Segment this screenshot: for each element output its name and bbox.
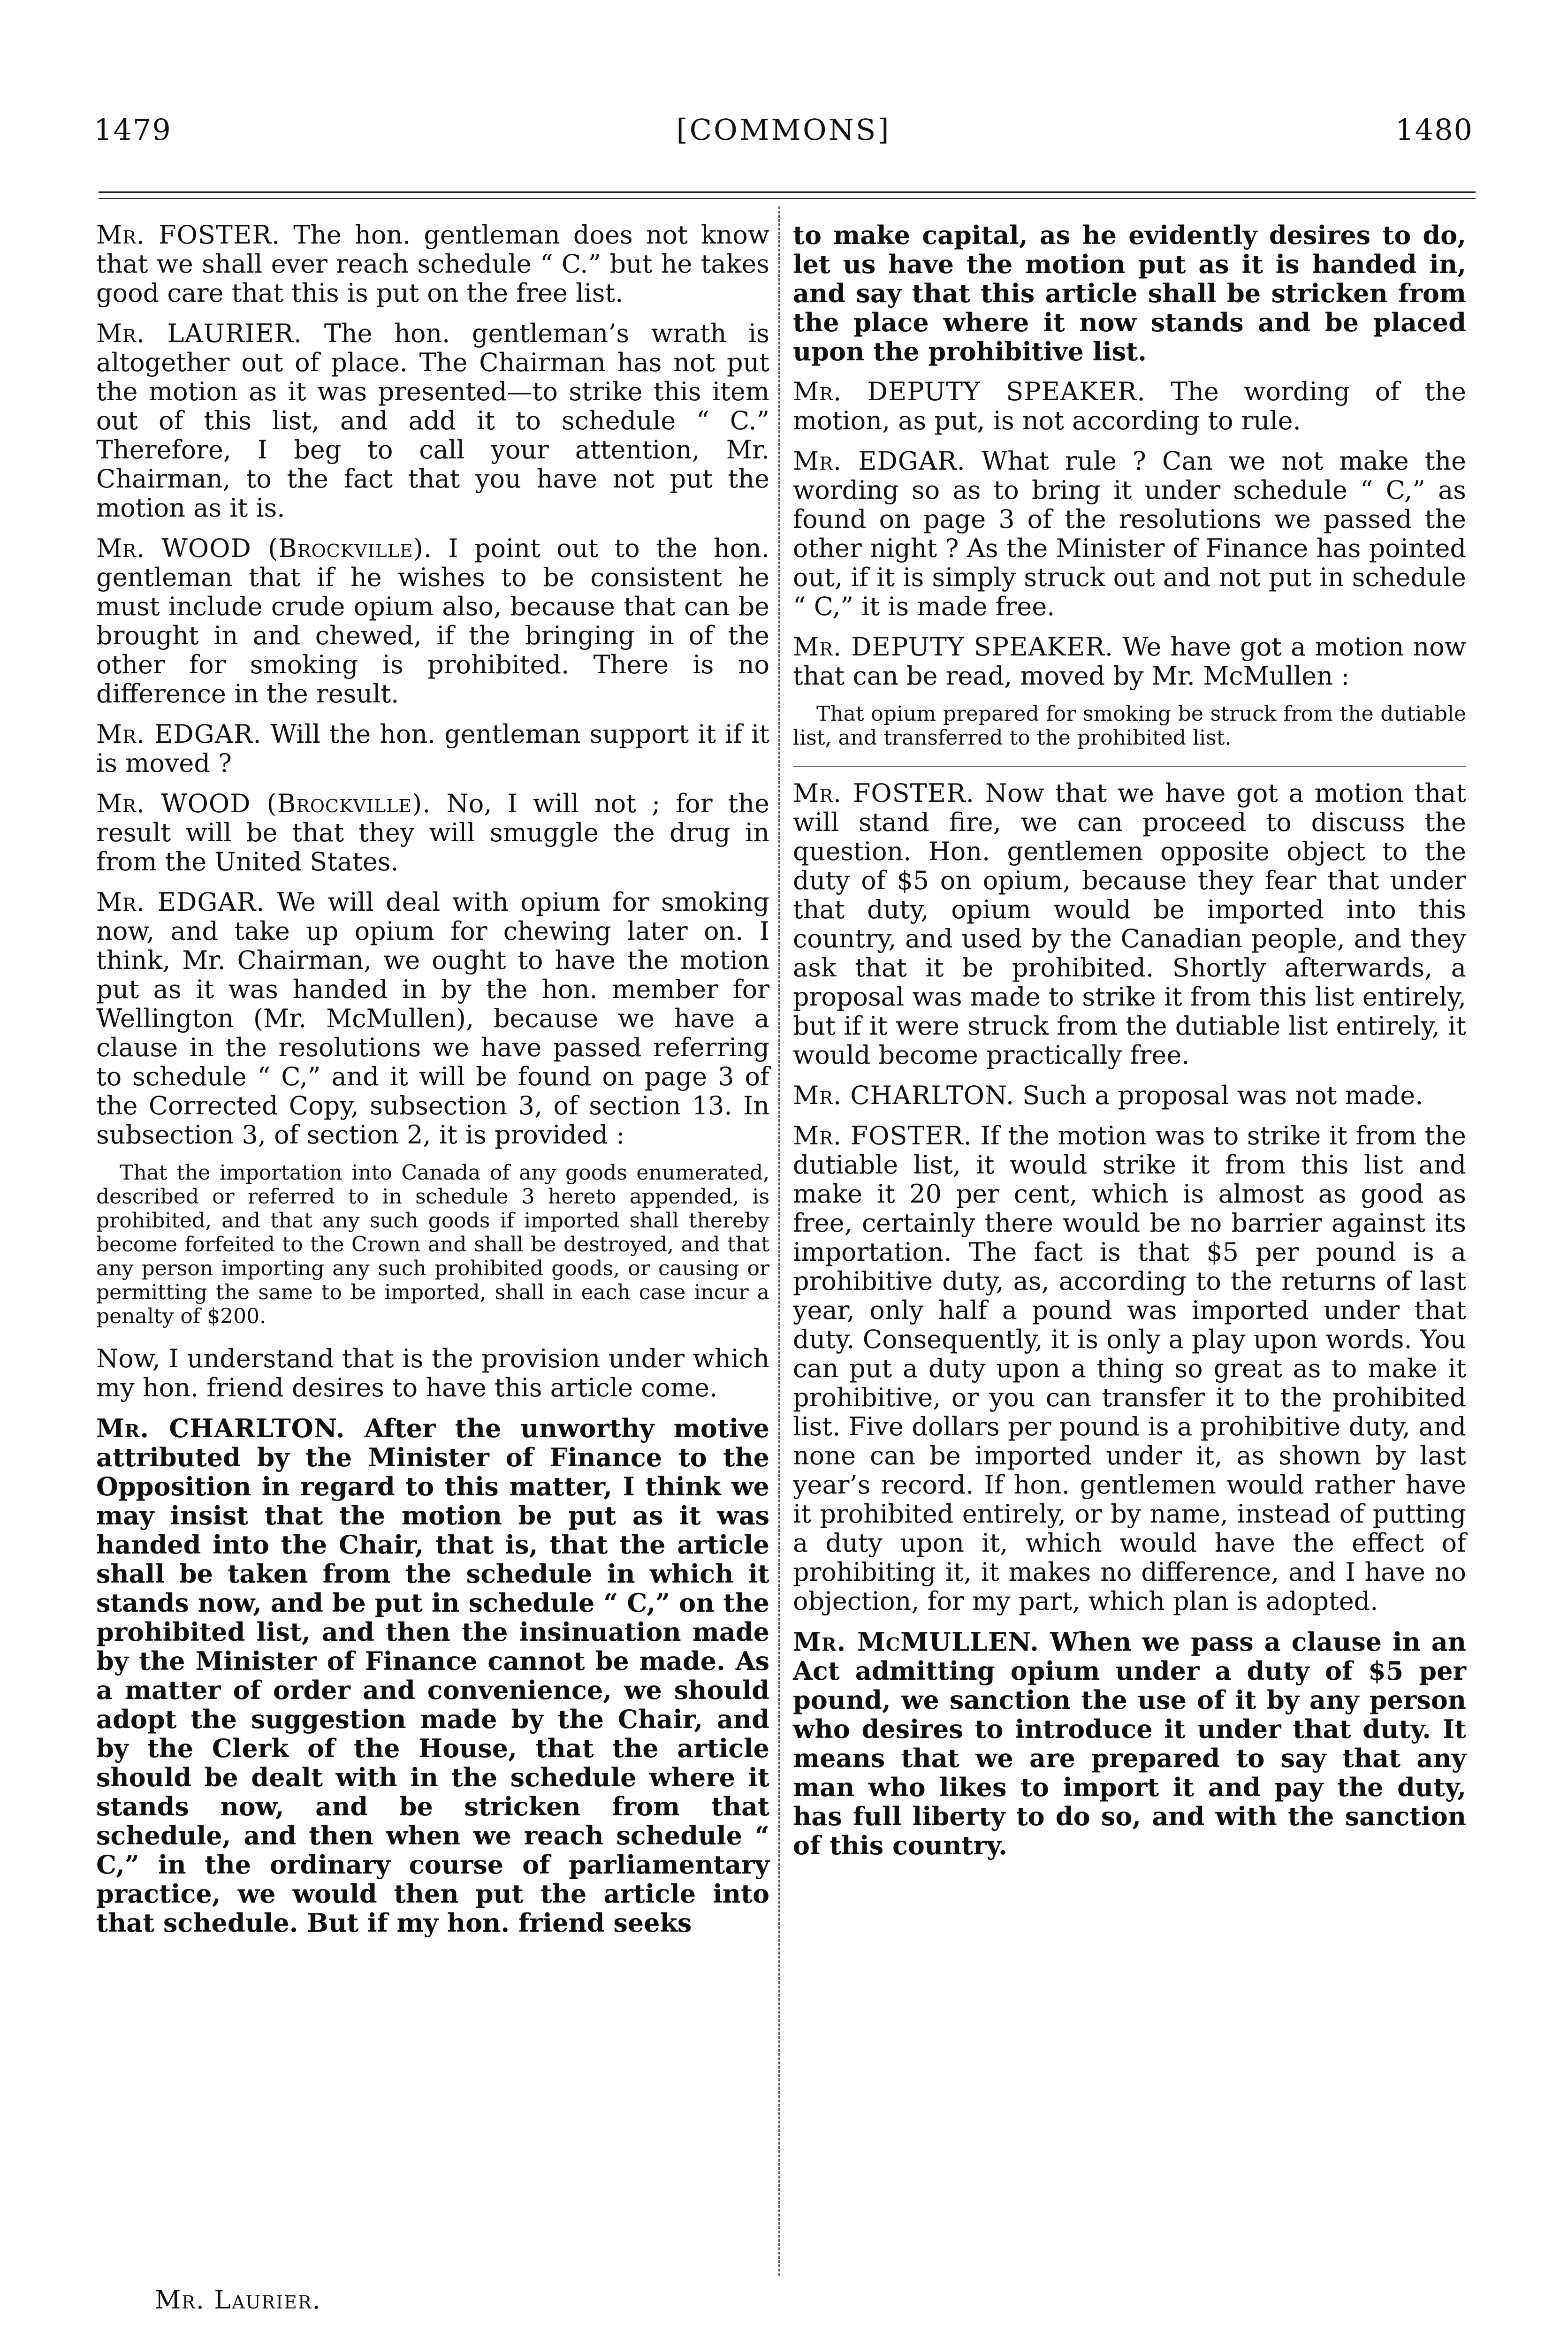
speech-text: Will the hon. gentleman support it if it is moved ? bbox=[96, 719, 769, 778]
speech-paragraph bbox=[96, 1414, 769, 1937]
speaker-name: Mr. FOSTER. bbox=[96, 220, 281, 250]
speech-text: We will deal with opium for smoking now, and take up opium for chewing later on. I think, Mr. Chairman, we ought to have the motion put as it was handed in by the hon. member for Wellington (Mr. McMullen), because we have a clause in the resolutions we have passed referring to schedule “ C,” and it will be found on page 3 of the Corrected Copy, subsection 3, of section 13. In subsection 3, of section 2, it is provided : bbox=[96, 887, 770, 1150]
speech-paragraph bbox=[96, 789, 769, 876]
speaker-name: Mr. FOSTER. bbox=[793, 1121, 972, 1150]
left-column bbox=[96, 221, 769, 1949]
speech-paragraph bbox=[793, 447, 1466, 621]
page-number-right: 1480 bbox=[1395, 113, 1473, 147]
header-rule bbox=[99, 191, 1476, 193]
speech-paragraph bbox=[96, 319, 769, 523]
speech-paragraph bbox=[793, 1121, 1466, 1616]
speaker-name: Mr. DEPUTY SPEAKER. bbox=[793, 377, 1146, 406]
quoted-provision: That the importation into Canada of any goods enumerated, described or referred to in schedule 3 hereto appended, is prohibited, and that any such goods if imported shall thereby become forfeited to the Crown and shall be destroyed, and that any person importing any such prohibited goods, or causing or permitting the same to be imported, shall in each case incur a penalty of $200. bbox=[96, 1161, 769, 1328]
speech-text: If the motion was to strike it from the dutiable list, it would strike it from this list and make it 20 per cent, which is almost as good as free, certainly there would be no barrier against its importation. The fact is that $5 per pound is a prohibitive duty, as, according to the returns of last year, only half a pound was imported under that duty. Consequently, it is only a play upon words. You can put a duty upon a thing so great as to make it prohibitive, or you can transfer it to the prohibited list. Five dollars per pound is a prohibitive duty, and none can be imported under it, as shown by last year’s record. If hon. gentlemen would rather have it prohibited entirely, or by name, instead of putting a duty upon it, which would have the effect of prohibiting it, it makes no difference, and I have no objection, for my part, which plan is adopted. bbox=[793, 1121, 1467, 1616]
page-header bbox=[94, 113, 1473, 169]
speech-paragraph bbox=[96, 888, 769, 1150]
speech-paragraph bbox=[96, 534, 769, 708]
speaker-name: Mr. WOOD (Brockville). bbox=[96, 533, 432, 563]
running-title: [COMMONS] bbox=[676, 113, 891, 147]
speaker-name: Mr. EDGAR. bbox=[96, 887, 265, 917]
speech-text: No, I will not ; for the result will be that they will smuggle the drug in from the United States. bbox=[96, 789, 769, 876]
speech-paragraph bbox=[96, 221, 769, 308]
header-rule-secondary bbox=[99, 198, 1476, 199]
speech-paragraph bbox=[793, 377, 1466, 435]
speech-text: Such a proposal was not made. bbox=[1022, 1081, 1423, 1110]
speech-text: We have got a motion now that can be read, moved by Mr. McMullen : bbox=[793, 632, 1466, 691]
column-divider bbox=[778, 206, 780, 2276]
speaker-name: Mr. McMULLEN. bbox=[793, 1627, 1039, 1657]
speech-text: What rule ? Can we not make the wording so as to bring it under schedule “ C,” as found on page 3 of the resolutions we passed the other night ? As the Minister of Finance has pointed out, if it is simply struck out and not put in schedule “ C,” it is made free. bbox=[793, 446, 1467, 621]
speaker-name: Mr. CHARLTON. bbox=[96, 1413, 345, 1443]
speech-text: The hon. gentleman does not know that we shall ever reach schedule “ C.” but he takes good care that this is put on the free list. bbox=[96, 220, 769, 308]
right-column bbox=[793, 221, 1466, 1871]
speaker-name: Mr. CHARLTON. bbox=[793, 1081, 1015, 1110]
speaker-name: Mr. FOSTER. bbox=[793, 778, 974, 808]
speech-paragraph bbox=[793, 632, 1466, 691]
section-separator bbox=[793, 766, 1466, 767]
speech-text: The wording of the motion, as put, is not according to rule. bbox=[793, 377, 1466, 435]
quoted-motion: That opium prepared for smoking be struck from the dutiable list, and transferred to the prohibited list. bbox=[793, 702, 1466, 750]
footer-speaker-name: Mr. Laurier. bbox=[155, 2285, 321, 2315]
speech-paragraph bbox=[793, 1081, 1466, 1110]
speech-text: I point out to the hon. gentleman that if he wishes to be consistent he must include crude opium also, because that can be brought in and chewed, if the bringing in of the other for smoking is prohibited. There is no difference in the result. bbox=[96, 533, 769, 708]
speaker-name: Mr. EDGAR. bbox=[96, 719, 262, 749]
speech-text: The hon. gentleman’s wrath is altogether out of place. The Chairman has not put the motion as it was presented—to strike this item out of this list, and add it to schedule “ C.” Therefore, I beg to call your attention, Mr. Chairman, to the fact that you have not put the motion as it is. bbox=[96, 319, 769, 523]
speaker-name: Mr. WOOD (Brockville). bbox=[96, 789, 431, 818]
speech-paragraph bbox=[96, 720, 769, 778]
speech-text: When we pass a clause in an Act admitting opium under a duty of $5 per pound, we sanction the use of it by any person who desires to introduce it under that duty. It means that we are prepared to say that any man who likes to import it and pay the duty, has full liberty to do so, and with the sanction of this country. bbox=[793, 1627, 1466, 1860]
speaker-name: Mr. LAURIER. bbox=[96, 319, 303, 348]
speech-text: After the unworthy motive attributed by the Minister of Finance to the Opposition in regard to this matter, I think we may insist that the motion be put as it was handed into the Chair, that is, that the article shall be taken from the schedule in which it stands now, and be put in schedule “ C,” on the prohibited list, and then the insinuation made by the Minister of Finance cannot be made. As a matter of order and convenience, we should adopt the suggestion made by the Chair, and by the Clerk of the House, that the article should be dealt with in the schedule where it stands now, and be stricken from that schedule, and then when we reach schedule “ C,” in the ordinary course of parliamentary practice, we would then put the article into that schedule. But if my hon. friend seeks bbox=[96, 1413, 769, 1938]
speaker-name: Mr. EDGAR. bbox=[793, 446, 966, 476]
page-number-left: 1479 bbox=[94, 113, 172, 147]
speech-text: Now that we have got a motion that will stand fire, we can proceed to discuss the question. Hon. gentlemen opposite object to the duty of $5 on opium, because they fear that under that duty, opium would be imported into this country, and used by the Canadian people, and they ask that it be prohibited. Shortly afterwards, a proposal was made to strike it from this list entirely, but if it were struck from the dutiable list entirely, it would become practically free. bbox=[793, 778, 1467, 1070]
speech-paragraph bbox=[793, 1627, 1466, 1860]
speech-paragraph: to make capital, as he evidently desires to do, let us have the motion put as it is handed in, and say that this article shall be stricken from the place where it now stands and be placed upon the prohibitive list. bbox=[793, 220, 1466, 366]
speaker-name: Mr. DEPUTY SPEAKER. bbox=[793, 632, 1114, 662]
speech-paragraph bbox=[793, 779, 1466, 1070]
speech-paragraph: Now, I understand that is the provision under which my hon. friend desires to have this article come. bbox=[96, 1344, 769, 1402]
